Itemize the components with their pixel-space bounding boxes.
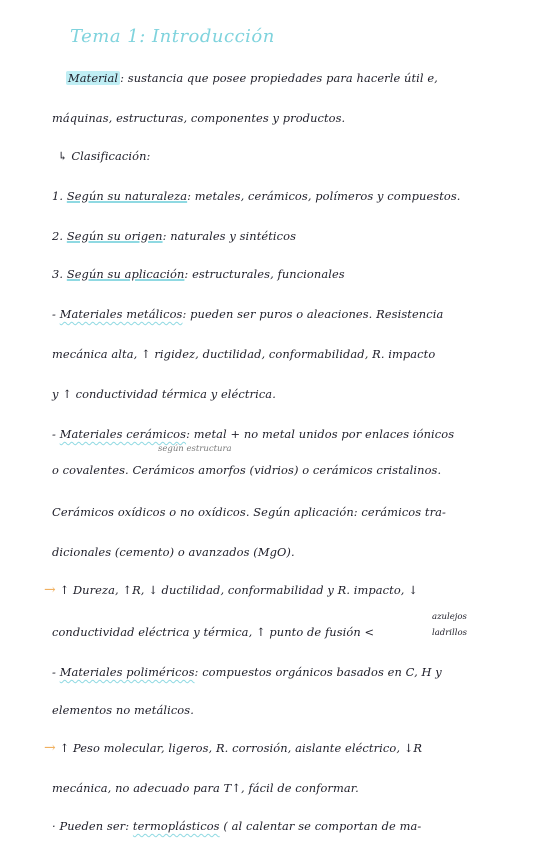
ceramicos-text: : metal + no metal unidos por enlaces iónicos xyxy=(186,427,455,441)
classification-2 xyxy=(52,228,548,244)
metales-paragraph xyxy=(52,306,548,322)
arrow-right-icon: → xyxy=(44,740,56,756)
pueden-ser-line xyxy=(52,818,548,834)
ceramicos-example-1: azulejos xyxy=(432,612,467,622)
polimeros-properties-text: ↑ Peso molecular, ligeros, R. corrosión, aislante eléctrico, ↓R xyxy=(59,741,423,755)
classification-2-text: : naturales y sintéticos xyxy=(162,229,297,243)
classification-3-text: : estructurales, funcionales xyxy=(184,267,345,281)
ceramicos-term: Materiales cerámicos xyxy=(59,427,187,441)
material-line-2: máquinas, estructuras, componentes y productos. xyxy=(52,111,346,125)
ceramicos-properties-text: ↑ Dureza, ↑R, ↓ ductilidad, conformabilidad y R. impacto, ↓ xyxy=(59,583,418,597)
clasificacion-heading: ↳ Clasificación: xyxy=(58,149,151,163)
polimeros-text: : compuestos orgánicos basados en C, H y xyxy=(194,665,442,679)
metales-line-3: y ↑ conductividad térmica y eléctrica. xyxy=(52,387,276,401)
classification-1 xyxy=(52,188,548,204)
item-number: 2. xyxy=(52,229,64,243)
dash: - xyxy=(52,665,56,679)
ceramicos-line-3: Cerámicos oxídicos o no oxídicos. Según aplicación: cerámicos tra- xyxy=(52,505,446,519)
material-definition xyxy=(66,70,548,86)
dash: - xyxy=(52,427,56,441)
ceramicos-line-2: o covalentes. Cerámicos amorfos (vidrios) o cerámicos cristalinos. xyxy=(52,463,442,477)
pueden-ser-label: Pueden ser: xyxy=(59,819,130,833)
bullet: · xyxy=(52,819,56,833)
metales-term: Materiales metálicos xyxy=(59,307,183,321)
polimeros-properties-2: mecánica, no adecuado para T↑, fácil de conformar. xyxy=(52,781,359,795)
item-number: 3. xyxy=(52,267,64,281)
material-term: Material xyxy=(68,71,119,85)
termoplasticos-text: ( al calentar se comportan de ma- xyxy=(223,819,422,833)
dash: - xyxy=(52,307,56,321)
arrow-right-icon: → xyxy=(44,582,56,598)
polimeros-paragraph xyxy=(52,664,548,680)
classification-3 xyxy=(52,266,548,282)
classification-1-text: : metales, cerámicos, polímeros y compuestos. xyxy=(187,189,461,203)
page-title: Tema 1: Introducción xyxy=(70,26,275,47)
metales-line-2: mecánica alta, ↑ rigidez, ductilidad, conformabilidad, R. impacto xyxy=(52,347,436,361)
ceramicos-side-note: según estructura xyxy=(158,444,232,454)
classification-2-term: Según su origen xyxy=(66,229,163,243)
classification-1-term: Según su naturaleza xyxy=(66,189,188,203)
polimeros-term: Materiales poliméricos xyxy=(59,665,195,679)
ceramicos-properties-1 xyxy=(44,582,548,598)
polimeros-line-2: elementos no metálicos. xyxy=(52,703,194,717)
ceramicos-paragraph xyxy=(52,426,548,442)
ceramicos-line-4: dicionales (cemento) o avanzados (MgO). xyxy=(52,545,295,559)
polimeros-properties-1 xyxy=(44,740,548,756)
ceramicos-properties-2: conductividad eléctrica y térmica, ↑ punto de fusión < xyxy=(52,625,375,639)
material-def-text: : sustancia que posee propiedades para hacerle útil e, xyxy=(120,71,438,85)
termoplasticos-term: termoplásticos xyxy=(132,819,220,833)
item-number: 1. xyxy=(52,189,64,203)
ceramicos-example-2: ladrillos xyxy=(432,628,467,638)
metales-text: : pueden ser puros o aleaciones. Resistencia xyxy=(182,307,444,321)
classification-3-term: Según su aplicación xyxy=(66,267,185,281)
